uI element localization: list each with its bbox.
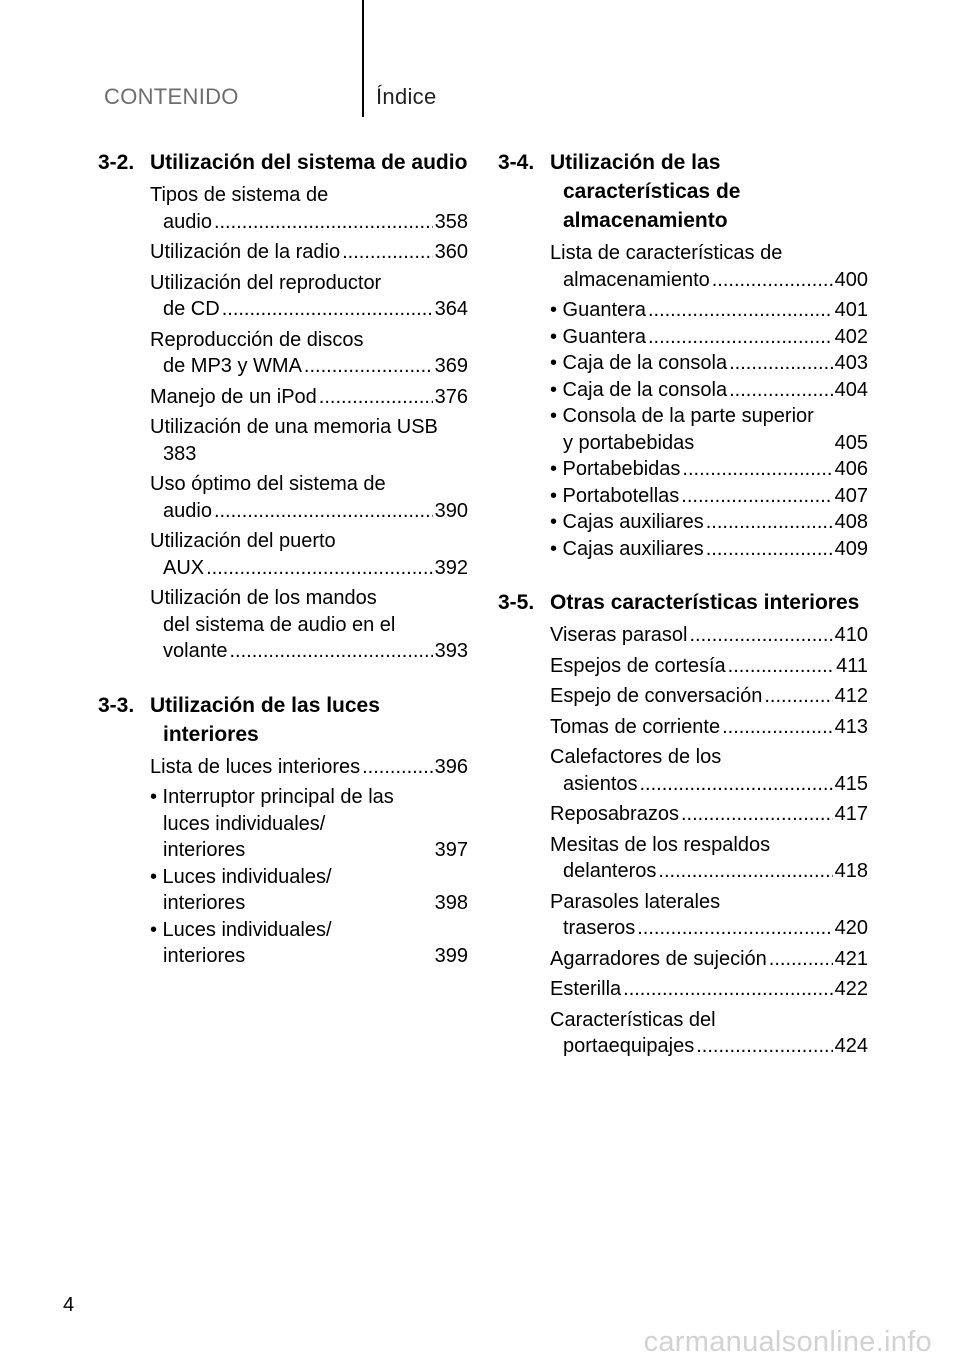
entry-line (150, 441, 468, 468)
page-ref: 420 (834, 917, 868, 939)
page-ref: 405 (834, 431, 868, 454)
dot-leader (712, 267, 833, 294)
entry-text: Lista de luces interiores (150, 755, 361, 778)
toc-entry[interactable] (550, 683, 868, 710)
section-title: Utilización del sistema de audio (150, 151, 468, 174)
page-ref: 406 (834, 458, 868, 480)
toc-section (498, 148, 868, 562)
dot-leader (722, 714, 833, 741)
index-link[interactable]: Índice (376, 84, 437, 109)
dot-leader (637, 915, 832, 942)
dot-leader (342, 239, 433, 266)
entry-text: • Portabotellas (550, 484, 680, 507)
page-ref: 360 (434, 241, 468, 263)
entry-line (150, 555, 468, 582)
section-number: 3-2. (98, 151, 135, 174)
page-ref: 409 (834, 537, 868, 560)
dot-leader (623, 976, 832, 1003)
entry-text: Utilización de los mandos (150, 587, 377, 609)
page-ref: 404 (834, 378, 868, 401)
dot-leader (214, 209, 433, 236)
entry-line (550, 771, 868, 798)
entry-text: Parasoles laterales (550, 890, 721, 913)
toc-entry[interactable] (550, 509, 868, 536)
entry-line (550, 714, 868, 741)
toc-entry[interactable] (550, 976, 868, 1003)
page-ref: 399 (434, 945, 468, 967)
toc-section (98, 691, 468, 970)
entry-line (550, 801, 868, 828)
entry-text: • Portabebidas (550, 458, 681, 480)
entry-text: • Caja de la consola (550, 352, 728, 374)
toc-entry[interactable] (550, 889, 868, 942)
dot-leader (706, 509, 833, 536)
section-heading (498, 148, 868, 235)
dot-leader (689, 622, 832, 649)
entry-text: y portabebidas (563, 431, 695, 454)
dot-leader (682, 456, 832, 483)
entry-text: Esterilla (550, 978, 622, 1000)
toc-entry[interactable] (550, 297, 868, 324)
toc-entry[interactable] (150, 182, 468, 235)
toc-entry[interactable] (550, 483, 868, 510)
page-ref: 413 (834, 715, 868, 738)
page-ref: 400 (834, 268, 868, 291)
toc-entry[interactable] (550, 350, 868, 377)
entry-text: Características del (550, 1008, 716, 1031)
entry-line (550, 350, 868, 377)
entry-line (550, 509, 868, 536)
entry-line (150, 384, 468, 411)
entry-text: Tipos de sistema de (150, 184, 329, 206)
dot-leader (206, 555, 433, 582)
entry-text: luces individuales/ (163, 812, 326, 835)
toc-entry[interactable] (150, 528, 468, 581)
page-ref: 396 (434, 755, 468, 778)
entry-text: Utilización de la radio (150, 241, 341, 263)
entry-text: Mesitas de los respaldos (550, 833, 771, 856)
toc-column-right (498, 148, 868, 1086)
entry-line (550, 430, 868, 457)
entry-text: interiores (163, 945, 246, 967)
section-number: 3-4. (498, 151, 535, 174)
dot-leader (214, 498, 433, 525)
page-ref: 402 (834, 325, 868, 348)
entry-list (498, 240, 868, 562)
entry-text: audio (163, 499, 212, 522)
section-heading (98, 148, 468, 177)
page-ref: 417 (834, 803, 868, 825)
page-ref: 421 (834, 947, 868, 970)
dot-leader (706, 536, 833, 563)
toc-entry[interactable] (550, 714, 868, 741)
page-ref: 398 (434, 892, 468, 914)
toc-entry[interactable] (150, 384, 468, 411)
page-ref: 390 (434, 499, 468, 522)
page-ref: 358 (434, 210, 468, 233)
entry-text: • Luces individuales/ (150, 865, 332, 888)
entry-text: Tomas de corriente (550, 715, 721, 738)
toc-entry[interactable] (550, 324, 868, 351)
entry-text: Reproducción de discos (150, 328, 364, 351)
entry-text: volante (163, 640, 228, 662)
entry-list (98, 754, 468, 970)
entry-line (550, 377, 868, 404)
dot-leader (648, 324, 833, 351)
toc-entry[interactable] (550, 240, 868, 293)
entry-text: • Interruptor principal de las (150, 786, 394, 808)
entry-line (550, 1033, 868, 1060)
page-number: 4 (63, 1294, 75, 1316)
entry-text: asientos (563, 772, 638, 795)
nav-divider (362, 0, 364, 117)
contents-link[interactable]: CONTENIDO (104, 84, 239, 109)
dot-leader (362, 754, 433, 781)
section-title: Otras características interiores (550, 591, 860, 614)
entry-text: • Guantera (550, 299, 646, 321)
dot-leader (304, 353, 433, 380)
entry-line (550, 976, 868, 1003)
entry-text: 383 (163, 442, 197, 465)
entry-text: • Guantera (550, 325, 646, 348)
watermark: carmanualsonline.info (643, 1326, 932, 1358)
entry-line (150, 239, 468, 266)
entry-text: • Luces individuales/ (150, 918, 332, 941)
page-ref: 422 (834, 978, 868, 1000)
entry-line (550, 536, 868, 563)
toc-entry[interactable] (550, 456, 868, 483)
toc-entry[interactable] (550, 1007, 868, 1060)
page-ref: 407 (834, 484, 868, 507)
section-title: Utilización de las luces interiores (150, 693, 380, 746)
toc-entry[interactable] (150, 784, 468, 864)
page-ref: 401 (834, 299, 868, 321)
dot-leader (681, 801, 833, 828)
toc-entry[interactable] (150, 270, 468, 323)
dot-leader (729, 350, 833, 377)
page-ref: 369 (434, 355, 468, 377)
entry-line (550, 653, 868, 680)
entry-text: Espejo de conversación (550, 685, 763, 707)
entry-text: interiores (163, 839, 246, 861)
entry-line (150, 890, 468, 917)
dot-leader (728, 653, 834, 680)
entry-text: Reposabrazos (550, 803, 679, 825)
entry-text: • Cajas auxiliares (550, 511, 704, 533)
entry-text: • Cajas auxiliares (550, 537, 704, 560)
entry-text: AUX (163, 556, 205, 579)
toc-entry[interactable] (550, 377, 868, 404)
dot-leader (696, 1033, 832, 1060)
entry-text: interiores (163, 892, 246, 914)
entry-text: delanteros (563, 860, 657, 882)
entry-text: Utilización del puerto (150, 530, 336, 552)
page-ref: 411 (836, 654, 868, 677)
page-ref: 403 (834, 352, 868, 374)
page-ref: 412 (834, 685, 868, 707)
entry-line (150, 296, 468, 323)
page-ref: 397 (434, 839, 468, 861)
entry-text: almacenamiento (563, 268, 710, 291)
entry-list (498, 622, 868, 1060)
entry-line (150, 498, 468, 525)
entry-text: Lista de características de (550, 242, 783, 264)
entry-text: audio (163, 210, 212, 233)
dot-leader (230, 638, 433, 665)
entry-text: Utilización de una memoria USB (150, 416, 438, 438)
toc-entry[interactable] (550, 744, 868, 797)
toc-entry[interactable] (550, 946, 868, 973)
entry-text: del sistema de audio en el (163, 613, 396, 636)
dot-leader (640, 771, 833, 798)
entry-line (550, 324, 868, 351)
entry-line (550, 456, 868, 483)
page-ref: 393 (434, 640, 468, 662)
toc-entry[interactable] (550, 622, 868, 649)
entry-line (150, 638, 468, 665)
toc-entry[interactable] (150, 471, 468, 524)
toc-entry[interactable] (150, 239, 468, 266)
entry-line (550, 683, 868, 710)
entry-text: de CD (163, 298, 220, 320)
toc-entry[interactable] (550, 536, 868, 563)
page-ref: 376 (434, 385, 468, 408)
dot-leader (648, 297, 833, 324)
dot-leader (769, 946, 833, 973)
toc-section (498, 588, 868, 1060)
toc-entry[interactable] (150, 414, 468, 467)
section-number: 3-5. (498, 591, 535, 614)
entry-line (550, 483, 868, 510)
entry-line (150, 754, 468, 781)
entry-line (550, 915, 868, 942)
dot-leader (247, 943, 432, 970)
toc-entry[interactable] (550, 832, 868, 885)
page-ref: 424 (834, 1035, 868, 1057)
toc-entry[interactable] (150, 917, 468, 970)
entry-text: Agarradores de sujeción (550, 947, 767, 970)
entry-line (550, 267, 868, 294)
toc-entry[interactable] (150, 327, 468, 380)
toc-entry[interactable] (150, 585, 468, 665)
entry-list (98, 182, 468, 665)
entry-text: • Caja de la consola (550, 378, 728, 401)
entry-text: traseros (563, 917, 636, 939)
entry-text: • Consola de la parte superior (550, 405, 814, 427)
entry-line (550, 858, 868, 885)
entry-text: Manejo de un iPod (150, 385, 317, 408)
entry-line (150, 943, 468, 970)
entry-line (150, 353, 468, 380)
entry-text: Uso óptimo del sistema de (150, 473, 386, 495)
entry-text: portaequipajes (563, 1035, 695, 1057)
toc-entry[interactable] (550, 653, 868, 680)
entry-line (150, 837, 468, 864)
entry-line (550, 297, 868, 324)
page-ref: 418 (834, 860, 868, 882)
dot-leader (729, 377, 833, 404)
entry-text: Viseras parasol (550, 624, 688, 646)
toc-entry[interactable] (550, 403, 868, 456)
entry-line (150, 209, 468, 236)
entry-text: Calefactores de los (550, 746, 722, 768)
toc-column-left (98, 148, 468, 996)
section-title: Utilización de las características de almacenamiento (550, 151, 741, 232)
section-heading (98, 691, 468, 749)
page-ref: 415 (834, 772, 868, 795)
dot-leader (247, 890, 432, 917)
section-heading (498, 588, 868, 617)
dot-leader (222, 296, 433, 323)
page-ref: 408 (834, 511, 868, 533)
entry-text: Utilización del reproductor (150, 271, 382, 294)
toc-entry[interactable] (150, 754, 468, 781)
dot-leader (319, 384, 433, 411)
dot-leader (681, 483, 832, 510)
page-ref: 392 (434, 556, 468, 579)
page-ref: 364 (434, 298, 468, 320)
page-ref: 410 (834, 624, 868, 646)
entry-line (550, 622, 868, 649)
entry-text: de MP3 y WMA (163, 355, 302, 377)
toc-section (98, 148, 468, 665)
entry-line (550, 946, 868, 973)
dot-leader (696, 430, 832, 457)
toc-entry[interactable] (150, 864, 468, 917)
dot-leader (764, 683, 832, 710)
toc-entry[interactable] (550, 801, 868, 828)
dot-leader (658, 858, 832, 885)
entry-text: Espejos de cortesía (550, 654, 726, 677)
dot-leader (247, 837, 432, 864)
section-number: 3-3. (98, 693, 135, 717)
